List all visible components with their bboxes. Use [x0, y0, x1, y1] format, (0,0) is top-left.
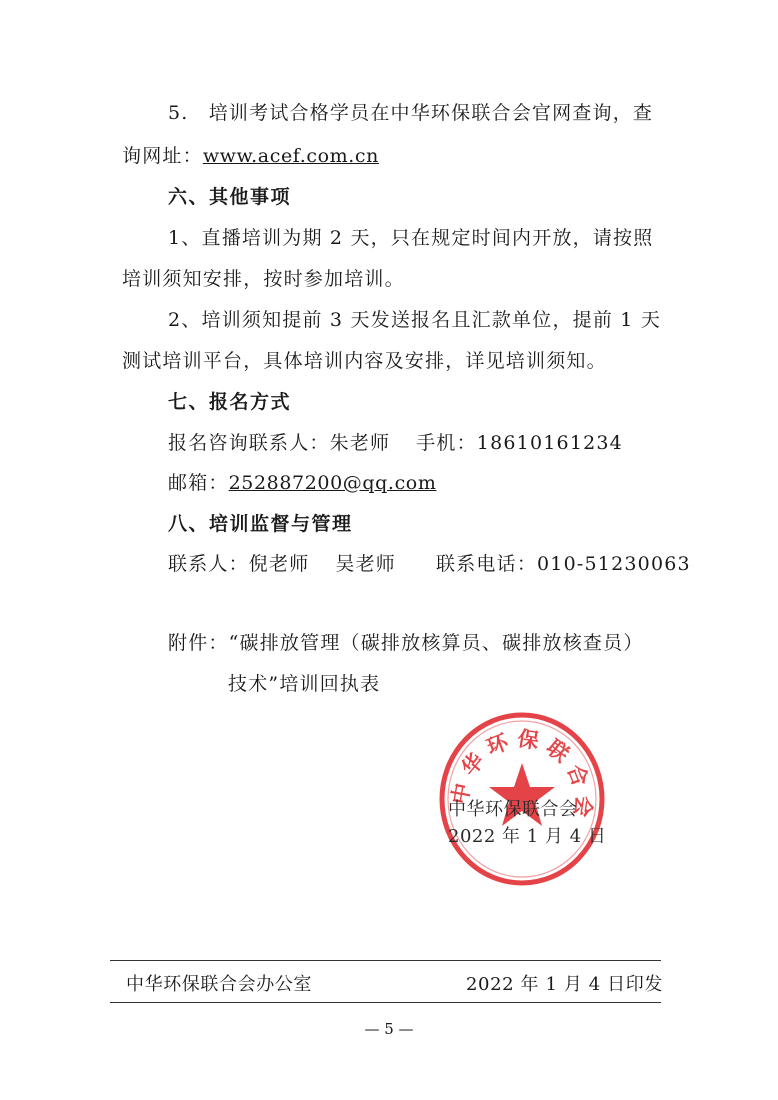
signature-org: 中华环保联合会 — [448, 799, 578, 820]
page-number: — 5 — — [364, 1020, 414, 1038]
email-label: 邮箱： — [168, 472, 229, 494]
supervision-contact-line — [168, 551, 691, 577]
section-7-heading: 七、报名方式 — [168, 391, 292, 413]
footer-top-rule — [110, 960, 661, 961]
item-5-line-2 — [122, 143, 379, 169]
section-6-para-1-line-2: 培训须知安排，按时参加培训。 — [122, 268, 405, 290]
section-8-heading: 八、培训监督与管理 — [168, 513, 353, 535]
supervision-contact-2: 吴老师 — [335, 553, 397, 575]
url-label: 询网址： — [122, 145, 203, 167]
section-6-heading: 六、其他事项 — [168, 186, 292, 208]
supervision-phone: 联系电话：010-51230063 — [436, 553, 691, 575]
section-6-para-2-line-2: 测试培训平台，具体培训内容及安排，详见培训须知。 — [122, 350, 607, 372]
section-6-para-2-line-1: 2、培训须知提前 3 天发送报名且汇款单位，提前 1 天 — [168, 309, 662, 331]
website-link[interactable]: www.acef.com.cn — [202, 145, 380, 167]
section-6-para-1-line-1: 1、直播培训为期 2 天，只在规定时间内开放，请按照 — [168, 227, 654, 249]
email-link[interactable]: 252887200@qq.com — [228, 472, 437, 494]
registration-contact-line — [168, 430, 623, 456]
footer-issue-date: 2022 年 1 月 4 日印发 — [466, 974, 663, 995]
supervision-contact: 联系人：倪老师 — [168, 553, 310, 575]
attachment-line-1: 附件：“碳排放管理（碳排放核算员、碳排放核查员） — [168, 632, 644, 654]
email-line — [168, 470, 436, 496]
footer-office: 中华环保联合会办公室 — [126, 974, 312, 995]
attachment-line-2: 技术”培训回执表 — [228, 673, 381, 695]
registration-phone: 手机：18610161234 — [416, 432, 623, 454]
item-5-line-1: 5. 培训考试合格学员在中华环保联合会官网查询，查 — [168, 102, 654, 124]
footer-bottom-rule — [110, 1002, 661, 1003]
svg-text:中华环保联合会: 中华环保联合会 — [447, 726, 597, 826]
registration-contact: 报名咨询联系人：朱老师 — [168, 432, 391, 454]
signature-date: 2022 年 1 月 4 日 — [448, 826, 607, 847]
